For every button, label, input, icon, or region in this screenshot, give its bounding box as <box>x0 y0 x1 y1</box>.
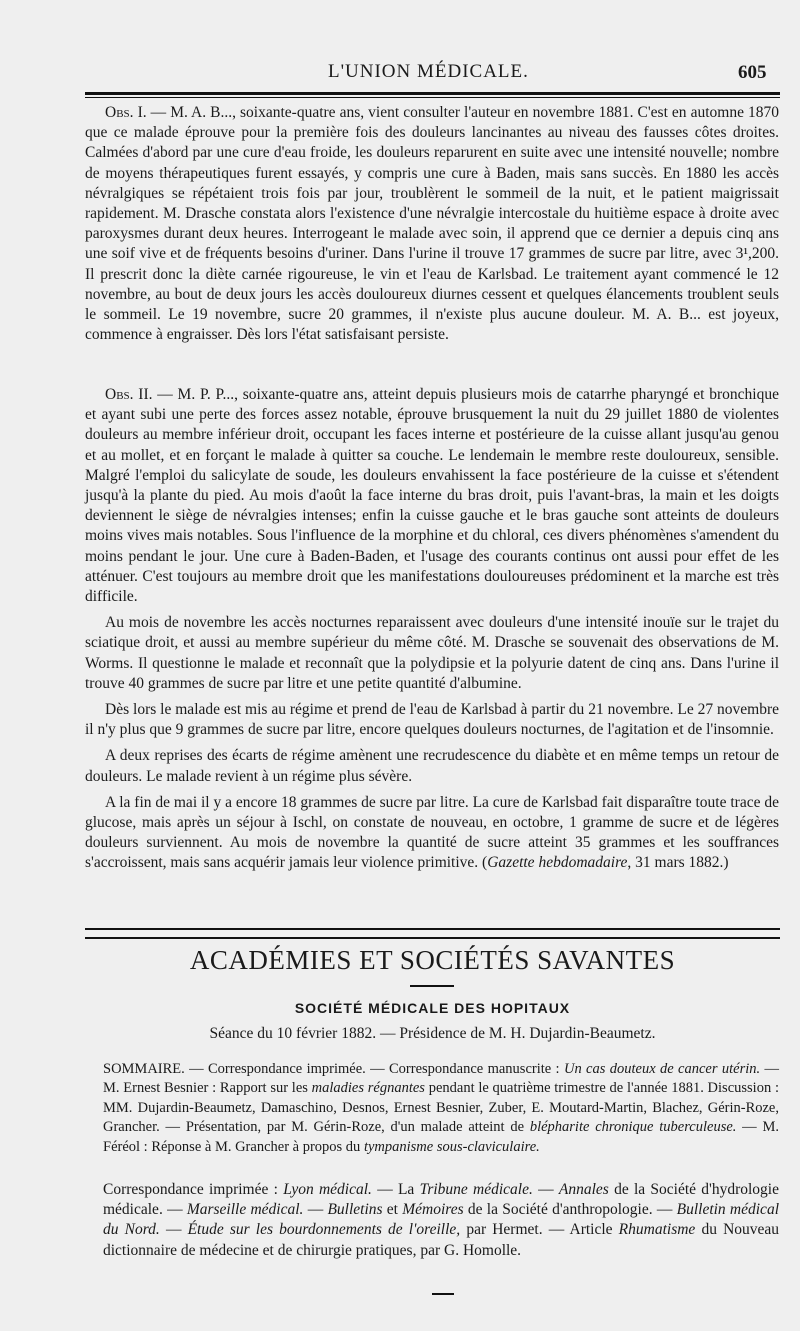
summary-text-d: — M. Féréol : Réponse à M. Grancher à propos du <box>103 1119 779 1155</box>
corr-text-i: par Hermet. — Article <box>460 1221 619 1239</box>
header-rule <box>85 92 780 98</box>
observation-1 <box>85 103 779 345</box>
corr-text-c: — <box>532 1181 559 1198</box>
obs-2-text-5: A la fin de mai il y a encore 18 grammes de sucre par litre. La cure de Karlsbad fait disparaître toute trace de glucose, mais après un séjour à Ischl, on constate de nouveau, en octobre, 1 gramme de sucre et de légères douleurs surviennent. Au mois de novembre la quantité de sucre atteint 35 grammes et les souffrances s'accroissent, mais sans acquérir jamais leur violence primitive. ( <box>85 793 779 872</box>
corr-italic-d: Marseille médical. <box>186 1201 304 1219</box>
summary-text-a: — Correspondance imprimée. — Correspondance manuscrite : <box>184 1061 564 1077</box>
citation-source: Gazette hebdomadaire <box>487 854 628 872</box>
journal-title: L'UNION MÉDICALE. <box>328 61 529 82</box>
corr-italic-c: Annales <box>558 1181 609 1198</box>
correspondance-paragraph <box>103 1180 779 1261</box>
section-title-rule <box>410 985 454 987</box>
citation-date: , 31 mars 1882.) <box>627 854 729 872</box>
corr-italic-g: Bulletin médical du Nord. <box>103 1201 779 1239</box>
obs-2-paragraph-1 <box>85 385 779 607</box>
section-double-rule <box>85 928 780 939</box>
corr-text-e: — <box>303 1201 328 1219</box>
summary-label: SOMMAIRE. <box>103 1061 185 1077</box>
corr-text-a: Correspondance imprimée : <box>103 1181 284 1198</box>
summary-italic-a: Un cas douteux de cancer utérin. <box>563 1061 761 1077</box>
obs-2-paragraph-3: Dès lors le malade est mis au régime et prend de l'eau de Karlsbad à partir du 21 novembre. Le 27 novembre il n'y plus que 9 grammes de sucre par litre, encore quelques douleurs nocturnes, de l'agitation et de l'insomnie. <box>85 701 779 739</box>
corr-text-d: de la Société d'hydrologie médicale. — <box>103 1181 779 1219</box>
obs-2-label: Obs. II. <box>105 386 153 403</box>
observation-2 <box>85 385 779 874</box>
obs-1-paragraph <box>85 103 779 345</box>
summary-italic-d: tympanisme sous-claviculaire. <box>363 1138 540 1155</box>
page-number: 605 <box>738 62 767 83</box>
summary-paragraph <box>103 1060 779 1157</box>
obs-2-paragraph-5 <box>85 793 779 874</box>
corr-italic-e: Bulletins <box>327 1201 383 1219</box>
obs-1-label: Obs. I. <box>105 104 147 121</box>
session-line: Séance du 10 février 1882. — Présidence de M. H. Dujardin-Beaumetz. <box>209 1025 656 1042</box>
running-head <box>0 58 800 88</box>
corr-italic-a: Lyon médical. <box>283 1181 372 1198</box>
obs-2-paragraph-4: A deux reprises des écarts de régime amènent une recrudescence du diabète et en même temps un retour de douleurs. Le malade revient à un régime plus sévère. <box>85 747 779 785</box>
society-heading: SOCIÉTÉ MÉDICALE DES HOPITAUX <box>294 1000 571 1016</box>
corr-text-g: de la Société d'anthropologie. — <box>463 1201 677 1219</box>
corr-text-b: — La <box>371 1181 420 1198</box>
section-title: ACADÉMIES ET SOCIÉTÉS SAVANTES <box>189 945 676 975</box>
corr-text-f: et <box>382 1201 403 1219</box>
corr-italic-b: Tribune médicale. <box>419 1181 533 1198</box>
summary-text-c: pendant le quatrième trimestre de l'année 1881. Discussion : MM. Dujardin-Beaumetz, Damaschino, Desnos, Ernest Besnier, Zuber, E. Moutard-Martin, Blachez, Gérin-Roze, Grancher. — Présentation, par M. Gérin-Roze, d'un malade atteint de <box>103 1080 779 1136</box>
corr-italic-h: Étude sur les bourdonnements de l'oreille, <box>187 1221 461 1239</box>
obs-1-text: — M. A. B..., soixante-quatre ans, vient consulter l'auteur en novembre 1881. C'est en automne 1870 que ce malade éprouve pour la première fois des douleurs lancinantes au niveau des fausses côtes droites. Calmées d'abord par une cure d'eau froide, les douleurs reparurent en suite avec une intensité nouvelle; nombre de moyens thérapeutiques furent essayés, y compris une cure à Baden, mais sans succès. En 1880 les accès névralgiques se répétaient trois fois par jour, troublèrent le sommeil de la nuit, et le patient maigrissait rapidement. M. Drasche constata alors l'existence d'une névralgie intercostale du huitième espace à droite avec paroxysmes durant deux heures. Interrogeant le malade avec soin, il apprend que ce dernier a depuis cinq ans une soif vive et de fréquents besoins d'uriner. Dans l'urine il trouve 17 grammes de sucre par litre, avec 3¹,200. Il prescrit donc la diète carnée rigoureuse, le vin et l'eau de Karlsbad. Le traitement ayant commencé le 12 novembre, au bout de deux jours les accès douloureux diurnes cessent et quelques élancements troublent seuls le sommeil. Le 19 novembre, sucre 20 grammes, il n'existe plus aucune douleur. M. A. B... est joyeux, commence à engraisser. Dès lors l'état satisfaisant persiste. <box>85 104 779 344</box>
obs-2-paragraph-2: Au mois de novembre les accès nocturnes reparaissent avec douleurs d'une intensité inouïe sur le trajet du sciatique droit, et aussi au membre supérieur du même côté. M. Drasche se souvenait des observations de M. Worms. Il questionne le malade et reconnaît que la polydipsie et la polyurie datent de cinq ans. Dans l'urine il trouve 40 grammes de sucre par litre et une petite quantité d'albumine. <box>85 614 779 692</box>
corr-italic-f: Mémoires <box>402 1201 464 1219</box>
obs-2-text-1: — M. P. P..., soixante-quatre ans, atteint depuis plusieurs mois de catarrhe pharyngé et bronchique et ayant subi une perte des forces assez notable, éprouve brusquement la nuit du 29 juillet 1880 de violentes douleurs au membre inférieur droit, occupant les faces interne et postérieure de la cuisse allant jusqu'au genou et au mollet, et en forçant le malade à quitter sa couche. Le lendemain le membre reste douloureux, sensible. Malgré l'emploi du salicylate de soude, les douleurs envahissent la face postérieure de la cuisse et s'étendent jusqu'à la plante du pied. Au mois d'août la face interne du bras droit, puis l'avant-bras, la main et les doigts deviennent le siège de névralgies intenses; enfin la cuisse gauche et le bras gauche sont atteints de douleurs moins vives mais notables. Sous l'influence de la morphine et du chloral, ces divers phénomènes s'amendent du moins pendant le jour. Une cure à Baden-Baden, et l'usage des courants continus ont aussi pour effet de les atténuer. C'est toujours au membre droit que les manifestations douloureuses prédominent et la marche est très difficile. <box>85 386 779 606</box>
bottom-rule <box>432 1293 454 1295</box>
summary-text-b: — M. Ernest Besnier : Rapport sur les <box>103 1061 780 1097</box>
summary-italic-c: blépharite chronique tuberculeuse. <box>529 1119 737 1136</box>
summary-italic-b: maladies régnantes <box>311 1080 425 1097</box>
corr-text-j: du Nouveau dictionnaire de médecine et de chirurgie pratiques, par G. Homolle. <box>103 1221 780 1259</box>
corr-text-h: — <box>159 1221 188 1239</box>
corr-italic-i: Rhumatisme <box>618 1221 696 1239</box>
